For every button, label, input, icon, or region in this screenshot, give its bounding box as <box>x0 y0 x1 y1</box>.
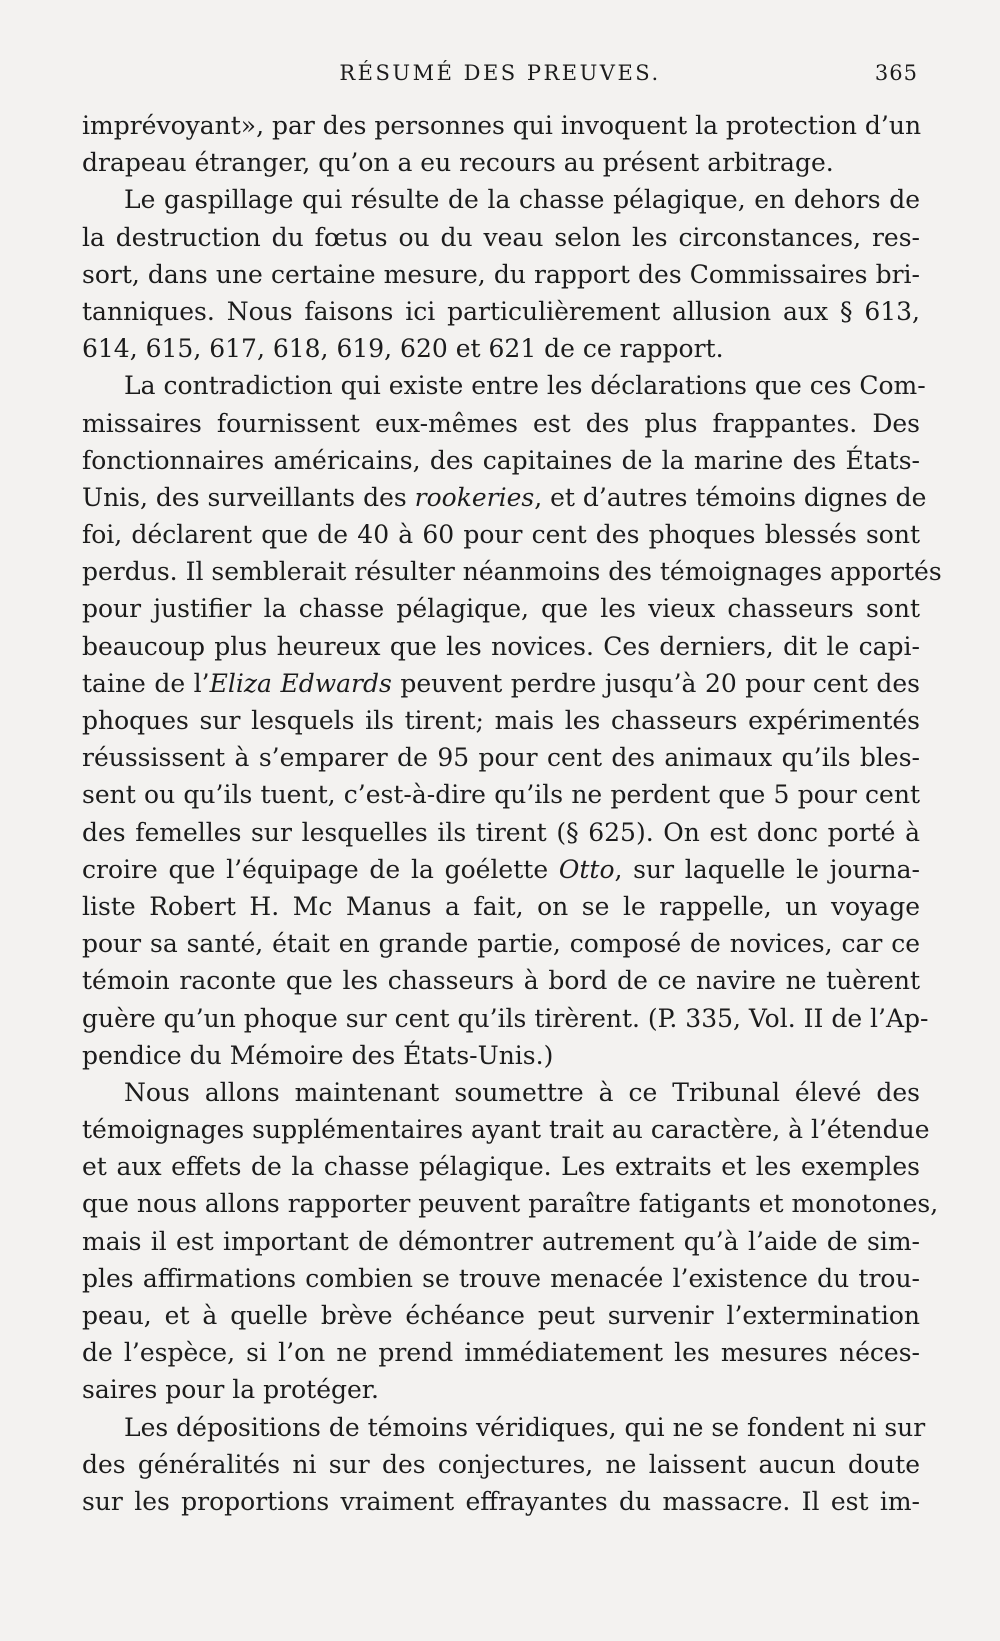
body-text <box>82 107 942 1520</box>
text-segment: Unis, des surveillants des <box>82 482 415 512</box>
text-line <box>82 1148 920 1185</box>
text-line <box>82 144 920 181</box>
text-segment: phoques sur lesquels ils tirent; mais les chasseurs expérimentés <box>82 706 920 735</box>
text-line <box>82 1223 920 1260</box>
text-segment: liste Robert H. Mc Manus a fait, on se le rappelle, un voyage <box>82 891 920 921</box>
text-segment: réussissent à s’emparer de 95 pour cent des animaux qu’ils bles- <box>82 743 920 773</box>
text-line <box>82 1037 920 1074</box>
text-segment: taine de l’ <box>82 668 210 698</box>
text-line <box>82 553 942 590</box>
text-segment: sent ou qu’ils tuent, c’est-à-dire qu’ils ne perdent que 5 pour cent <box>82 780 920 810</box>
text-line <box>82 367 926 404</box>
text-line <box>82 1000 929 1037</box>
italic-text: Eliza Edwards <box>209 668 392 698</box>
text-segment: , et d’autres témoins dignes de <box>534 482 927 512</box>
text-segment: foi, déclarent que de 40 à 60 pour cent des phoques blessés sont <box>82 520 920 550</box>
text-line <box>82 1334 920 1371</box>
text-line <box>82 590 920 627</box>
text-segment: guère qu’un phoque sur cent qu’ils tirèrent. (P. 335, Vol. II de l’Ap- <box>82 1003 929 1033</box>
text-segment: perdus. Il semblerait résulter néanmoins des témoignages apportés <box>82 557 942 587</box>
text-segment: sort, dans une certaine mesure, du rapport des Commissaires bri- <box>82 259 920 289</box>
text-segment: imprévoyant», par des personnes qui invoquent la protection d’un <box>82 111 922 140</box>
text-segment: témoignages supplémentaires ayant trait au caractère, à l’étendue <box>82 1115 930 1145</box>
text-segment: Le gaspillage qui résulte de la chasse pélagique, en dehors de <box>124 185 920 215</box>
text-line <box>82 181 920 218</box>
text-segment: missaires fournissent eux-mêmes est des plus frappantes. Des <box>82 408 920 438</box>
text-line <box>82 405 920 442</box>
text-line <box>82 925 920 962</box>
text-line <box>82 107 920 144</box>
text-line <box>82 962 920 999</box>
text-segment: beaucoup plus heureux que les novices. Ces derniers, dit le capi- <box>82 631 920 661</box>
text-segment: que nous allons rapporter peuvent paraître fatigants et monotones, <box>82 1189 939 1219</box>
text-line <box>82 665 920 702</box>
text-segment: Les dépositions de témoins véridiques, qui ne se fondent ni sur <box>124 1412 926 1442</box>
text-line <box>82 776 920 813</box>
text-segment: croire que l’équipage de la goélette <box>82 854 559 884</box>
text-line <box>82 739 920 776</box>
text-line <box>82 1185 939 1222</box>
text-segment: drapeau étranger, qu’on a eu recours au présent arbitrage. <box>82 148 834 178</box>
text-line <box>82 702 920 739</box>
text-segment: La contradiction qui existe entre les déclarations que ces Com- <box>124 371 926 401</box>
page-number: 365 <box>874 61 918 85</box>
text-line <box>82 888 920 925</box>
text-line <box>82 1409 926 1446</box>
text-segment: sur les proportions vraiment effrayantes du massacre. Il est im- <box>82 1486 920 1516</box>
text-segment: témoin raconte que les chasseurs à bord de ce navire ne tuèrent <box>82 966 920 996</box>
text-segment: peau, et à quelle brève échéance peut survenir l’extermination <box>82 1301 920 1330</box>
running-head <box>82 56 918 90</box>
text-segment: des femelles sur lesquelles ils tirent (§ 625). On est donc porté à <box>82 817 920 847</box>
text-segment: de l’espèce, si l’on ne prend immédiatement les mesures néces- <box>82 1338 920 1368</box>
text-line <box>82 293 920 330</box>
text-segment: , sur laquelle le journa- <box>614 854 920 884</box>
text-segment: ples affirmations combien se trouve menacée l’existence du trou- <box>82 1263 920 1293</box>
text-line <box>82 628 920 665</box>
text-segment: pour justifier la chasse pélagique, que les vieux chasseurs sont <box>82 594 920 624</box>
text-line <box>82 814 920 851</box>
italic-text: rookeries <box>414 482 535 512</box>
text-segment: Nous allons maintenant soumettre à ce Tribunal élevé des <box>124 1077 920 1107</box>
text-line <box>82 256 920 293</box>
text-line <box>82 479 927 516</box>
text-line <box>82 851 920 888</box>
text-line <box>82 1483 920 1520</box>
italic-text: Otto <box>558 854 615 884</box>
text-segment: pour sa santé, était en grande partie, composé de novices, car ce <box>82 929 920 959</box>
text-segment: et aux effets de la chasse pélagique. Les extraits et les exemples <box>82 1152 920 1182</box>
text-line <box>82 1446 920 1483</box>
running-title: RÉSUMÉ DES PREUVES. <box>339 61 661 85</box>
text-line <box>82 1111 930 1148</box>
text-segment: tanniques. Nous faisons ici particulièrement allusion aux § 613, <box>82 296 920 326</box>
text-segment: saires pour la protéger. <box>82 1375 379 1405</box>
text-line <box>82 1260 920 1297</box>
text-segment: mais il est important de démontrer autrement qu’à l’aide de sim- <box>82 1226 920 1256</box>
text-segment: la destruction du fœtus ou du veau selon les circonstances, res- <box>82 222 920 252</box>
text-line <box>82 1297 920 1334</box>
text-line <box>82 1371 920 1408</box>
text-segment: des généralités ni sur des conjectures, ne laissent aucun doute <box>82 1449 920 1479</box>
text-line <box>82 516 920 553</box>
text-segment: fonctionnaires américains, des capitaines de la marine des États- <box>82 445 920 475</box>
text-line <box>82 330 920 367</box>
text-segment: pendice du Mémoire des États-Unis.) <box>82 1040 554 1070</box>
text-segment: 614, 615, 617, 618, 619, 620 et 621 de ce rapport. <box>82 334 724 364</box>
text-line <box>82 442 920 479</box>
text-segment: peuvent perdre jusqu’à 20 pour cent des <box>391 668 921 698</box>
text-line <box>82 1074 920 1111</box>
text-line <box>82 219 920 256</box>
